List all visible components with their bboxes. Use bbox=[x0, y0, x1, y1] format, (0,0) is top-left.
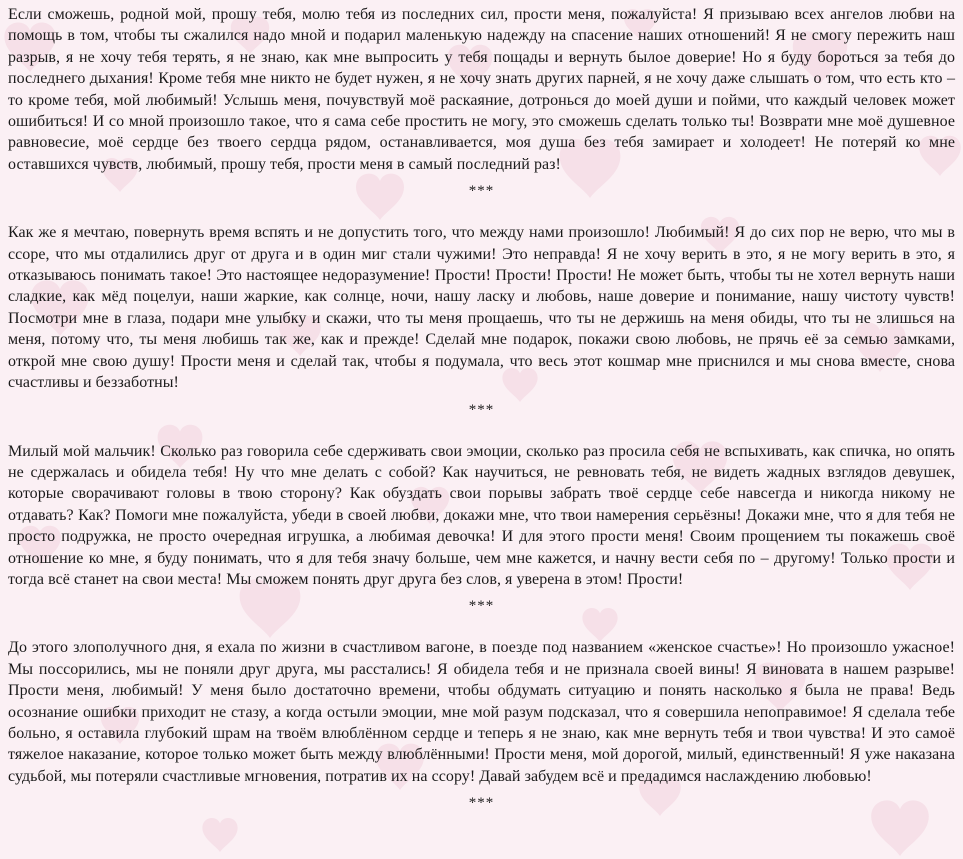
separator-4: *** bbox=[468, 795, 495, 812]
paragraph-2: Как же я мечтаю, повернуть время вспять и не допустить того, что между нами произошло! Любимый! Я до сих пор не верю, что мы в ссоре, что мы отдалились друг от друга и в один миг стали чужими! Это неправда! Я не хочу верить в это, я не могу верить в это, я отказываюсь понимать такое! Это настоящее недоразумение! Прости! Прости! Прости! Не может быть, чтобы ты не хотел вернуть наши сладкие, как мёд поцелуи, наши жаркие, как солнце, ночи, нашу ласку и любовь, наше доверие и понимание, нашу чистоту чувств! Посмотри мне в глаза, подари мне улыбку и скажи, что ты меня прощаешь, что ты не держишь на меня обиды, что ты не злишься на меня, потому что, ты меня любишь так же, как и прежде! Сделай мне подарок, покажи свою любовь, не прячь её за семью замками, открой мне свою душу! Прости меня и сделай так, чтобы я подумала, что весь этот кошмар мне приснился и мы снова вместе, снова счастливы и беззаботны! bbox=[8, 224, 955, 392]
separator-3: *** bbox=[468, 598, 495, 615]
paragraph-1: Если сможешь, родной мой, прошу тебя, молю тебя из последних сил, прости меня, пожалуйста! Я призываю всех ангелов любви на помощь в том, чтобы ты сжалился надо мной и подарил маленькую надежду на спасение наших отношений! Я не смогу пережить наш разрыв, я не хочу тебя терять, я не знаю, как мне выпросить у тебя пощады и вернуть былое доверие! Но я буду бороться за тебя до последнего дыхания! Кроме тебя мне никто не будет нужен, я не хочу знать других парней, я не хочу даже слышать о том, что есть кто – то кроме тебя, мой любимый! Услышь меня, почувствуй моё раскаяние, дотронься до моей души и пойми, что каждый человек может ошибиться! И со мной произошло такое, что я сама себе простить не могу, это сможешь сделать только ты! Возврати мне моё душевное равновесие, моё сердце без твоего сердца рядом, останавливается, моя душа без тебя замирает и холодеет! Не потеряй ко мне оставшихся чувств, любимый, прошу тебя, прости меня в самый последний раз! bbox=[8, 6, 955, 173]
paragraph-3: Милый мой мальчик! Сколько раз говорила себе сдерживать свои эмоции, сколько раз просила себя не вспыхивать, как спичка, но опять не сдержалась и обидела тебя! Ну что мне делать с собой? Как научиться, не ревновать тебя, не видеть жадных взглядов девушек, которые сворачивают головы в твою сторону? Как обуздать свои порывы забрать твоё сердце себе навсегда и никогда никому не отдавать? Как? Помоги мне пожалуйста, убеди в своей любви, докажи мне, что твои намерения серьёзны! Докажи мне, что я для тебя не просто подружка, не просто очередная игрушка, а любимая девочка! И для этого прости меня! Своим прощением ты покажешь своё отношение ко мне, я буду понимать, что я для тебя значу больше, чем мне кажется, и начну вести себя по – другому! Только прости и тогда всё станет на свои места! Мы сможем понять друг друга без слов, я уверена в этом! Прости! bbox=[8, 442, 955, 588]
separator-2: *** bbox=[468, 401, 495, 418]
separator-1: *** bbox=[468, 183, 495, 200]
paragraph-4: До этого злополучного дня, я ехала по жизни в счастливом вагоне, в поезде под названием «женское счастье»! Но произошло ужасное! Мы поссорились, мы не поняли друг друга, мы расстались! Я обидела тебя и не признала своей вины! Я виновата в нашем разрыве! Прости меня, любимый! У меня было достаточно времени, чтобы обдумать ситуацию и понять насколько я была не права! Ведь осознание ошибки приходит не стазу, а когда остыли эмоции, мне мой разум подсказал, что я совершила непоправимое! Я сделала тебе больно, я оставила глубокий шрам на твоём влюблённом сердце и теперь я не знаю, как мне вернуть тебя и твои чувства! И это самоё тяжелое наказание, которое только может быть между влюблёнными! Прости меня, мой дорогой, милый, единственный! Я уже наказана судьбой, мы потеряли счастливые мгновения, потратив их на ссору! Давай забудем всё и предадимся наслаждению любовью! bbox=[8, 639, 955, 785]
